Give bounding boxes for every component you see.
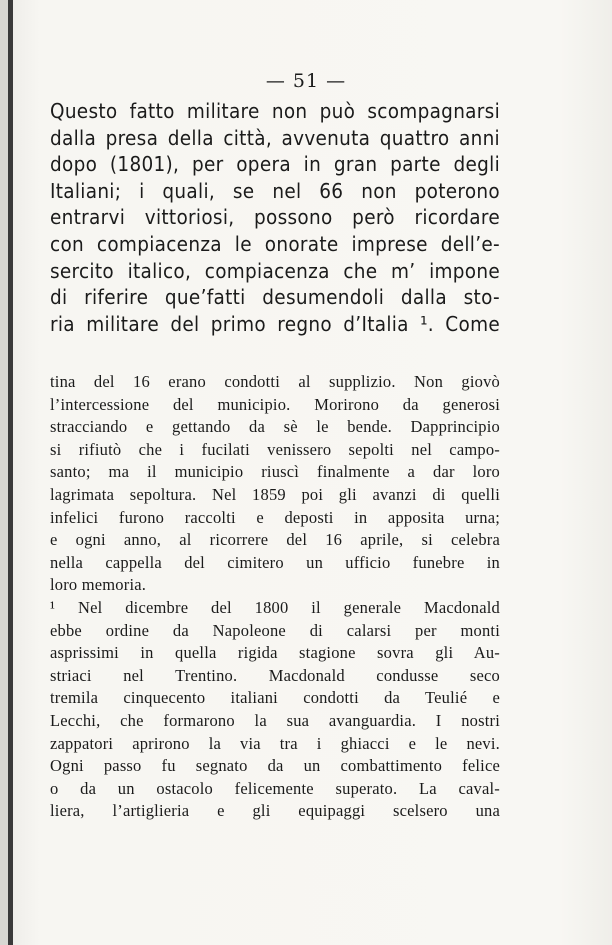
main-text-line: sercito italico, compiacenza che m’ impone	[50, 258, 500, 283]
main-text-line: entrarvi vittoriosi, possono però ricordare	[50, 205, 500, 230]
note-line: l’intercessione del municipio. Morirono da generosi	[50, 394, 500, 414]
footnote-line: ebbe ordine da Napoleone di calarsi per monti	[50, 620, 500, 640]
footnote-1	[50, 597, 500, 823]
footnote-line: ¹ Nel dicembre del 1800 il generale Macdonald	[50, 597, 500, 617]
note-line: nella cappella del cimitero un ufficio funebre in	[50, 552, 500, 572]
footnote-line: striaci nel Trentino. Macdonald condusse seco	[50, 665, 500, 685]
note-line: infelici furono raccolti e deposti in apposita urna;	[50, 507, 500, 527]
footnote-line: o da un ostacolo felicemente superato. La caval-	[50, 778, 500, 798]
note-line: lagrimata sepoltura. Nel 1859 poi gli avanzi di quelli	[50, 484, 500, 504]
note-line: loro memoria.	[50, 575, 147, 595]
note-line: e ogni anno, al ricorrere del 16 aprile, si celebra	[50, 530, 500, 550]
page-number: — 51 —	[265, 70, 347, 92]
binding-edge	[8, 0, 13, 945]
note-line: stracciando e gettando da sè le bende. Dapprincipio	[50, 417, 500, 437]
footnote-line: Lecchi, che formarono la sua avanguardia. I nostri	[50, 710, 500, 730]
footnote-line: zappatori aprirono la via tra i ghiacci e le nevi.	[50, 733, 500, 753]
main-text-line: Italiani; i quali, se nel 66 non poterono	[50, 178, 500, 203]
main-text-block	[50, 98, 500, 337]
note-line: santo; ma il municipio riuscì finalmente a dar loro	[50, 462, 500, 482]
main-text-line: dopo (1801), per opera in gran parte degli	[50, 152, 500, 177]
main-text-line: dalla presa della città, avvenuta quattro anni	[50, 125, 500, 150]
binding-shadow	[0, 0, 8, 945]
footnote-line: asprissimi in quella rigida stagione sovra gli Au-	[50, 643, 500, 663]
footnotes-block	[50, 371, 500, 823]
footnote-line: liera, l’artiglieria e gli equipaggi scelsero una	[50, 801, 500, 821]
main-text-line: di riferire que’fatti desumendoli dalla sto-	[50, 285, 500, 310]
main-text-line: con compiacenza le onorate imprese dell’e-	[50, 231, 500, 256]
footnote-line: Ogni passo fu segnato da un combattimento felice	[50, 756, 500, 776]
continued-note	[50, 371, 500, 597]
note-line: tina del 16 erano condotti al supplizio. Non giovò	[50, 372, 500, 391]
footnote-line: tremila cinquecento italiani condotti da Teulié e	[50, 688, 500, 708]
note-line: si rifiutò che i fucilati venissero sepolti nel campo-	[50, 439, 500, 459]
main-text-line: ria militare del primo regno d’Italia ¹. Come	[50, 311, 500, 336]
main-text-line: Questo fatto militare non può scompagnarsi	[50, 99, 500, 123]
